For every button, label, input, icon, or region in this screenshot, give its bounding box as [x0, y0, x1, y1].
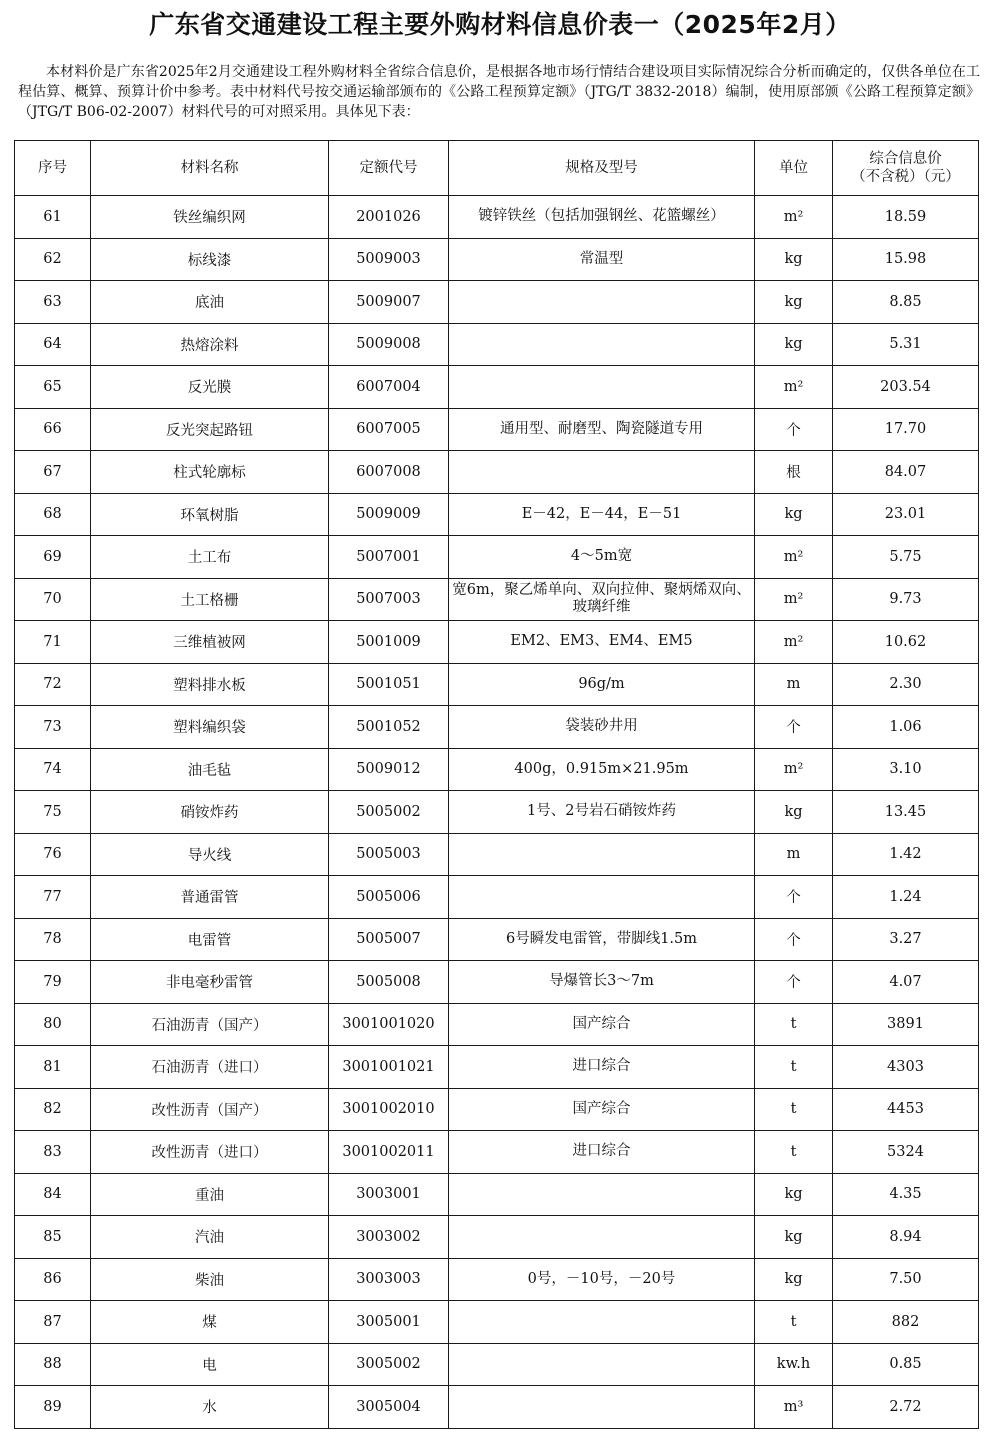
header-price-line1: 综合信息价 [869, 151, 942, 167]
cell-spec [449, 366, 755, 409]
cell-no: 85 [15, 1216, 91, 1259]
cell-unit: m² [755, 366, 833, 409]
cell-name: 底油 [91, 281, 329, 324]
cell-no: 72 [15, 663, 91, 706]
cell-code: 5005008 [329, 961, 449, 1004]
cell-price: 13.45 [833, 791, 979, 834]
cell-price: 5.31 [833, 323, 979, 366]
cell-name: 重油 [91, 1173, 329, 1216]
header-price [833, 141, 979, 196]
cell-price: 23.01 [833, 493, 979, 536]
cell-price: 15.98 [833, 238, 979, 281]
cell-price: 5324 [833, 1131, 979, 1174]
table-row [15, 706, 979, 749]
cell-spec: 常温型 [449, 238, 755, 281]
table-row [15, 876, 979, 919]
cell-code: 6007005 [329, 408, 449, 451]
cell-name: 石油沥青（进口） [91, 1046, 329, 1089]
cell-no: 71 [15, 621, 91, 664]
cell-code: 3003002 [329, 1216, 449, 1259]
cell-name: 非电毫秒雷管 [91, 961, 329, 1004]
cell-unit: 个 [755, 876, 833, 919]
table-row [15, 536, 979, 579]
cell-unit: t [755, 1088, 833, 1131]
cell-unit: t [755, 1003, 833, 1046]
cell-unit: 个 [755, 918, 833, 961]
cell-no: 65 [15, 366, 91, 409]
header-spec: 规格及型号 [449, 141, 755, 196]
cell-code: 5005006 [329, 876, 449, 919]
cell-no: 75 [15, 791, 91, 834]
cell-name: 铁丝编织网 [91, 196, 329, 239]
cell-spec: 镀锌铁丝（包括加强钢丝、花篮螺丝） [449, 196, 755, 239]
cell-name: 改性沥青（国产） [91, 1088, 329, 1131]
cell-name: 土工格栅 [91, 578, 329, 621]
cell-name: 热熔涂料 [91, 323, 329, 366]
cell-unit: m³ [755, 1386, 833, 1429]
cell-price: 2.30 [833, 663, 979, 706]
header-row [15, 141, 979, 196]
page-title: 广东省交通建设工程主要外购材料信息价表一（2025年2月） [149, 10, 851, 39]
cell-no: 63 [15, 281, 91, 324]
cell-price: 882 [833, 1301, 979, 1344]
cell-unit: m² [755, 621, 833, 664]
cell-no: 78 [15, 918, 91, 961]
table-row [15, 961, 979, 1004]
cell-no: 89 [15, 1386, 91, 1429]
cell-name: 标线漆 [91, 238, 329, 281]
cell-spec: 袋装砂井用 [449, 706, 755, 749]
table-row [15, 1173, 979, 1216]
cell-name: 电 [91, 1343, 329, 1386]
cell-code: 5005007 [329, 918, 449, 961]
cell-spec [449, 281, 755, 324]
cell-name: 普通雷管 [91, 876, 329, 919]
cell-no: 86 [15, 1258, 91, 1301]
cell-price: 203.54 [833, 366, 979, 409]
cell-price: 4.35 [833, 1173, 979, 1216]
cell-code: 3001001020 [329, 1003, 449, 1046]
cell-unit: kg [755, 493, 833, 536]
cell-price: 4453 [833, 1088, 979, 1131]
cell-price: 8.85 [833, 281, 979, 324]
table-row [15, 1301, 979, 1344]
header-code: 定额代号 [329, 141, 449, 196]
cell-no: 61 [15, 196, 91, 239]
cell-spec: 进口综合 [449, 1131, 755, 1174]
cell-unit: 个 [755, 961, 833, 1004]
cell-spec [449, 833, 755, 876]
cell-unit: kw.h [755, 1343, 833, 1386]
cell-spec [449, 876, 755, 919]
cell-spec: E－42，E－44，E－51 [449, 493, 755, 536]
cell-code: 6007004 [329, 366, 449, 409]
cell-no: 68 [15, 493, 91, 536]
cell-name: 环氧树脂 [91, 493, 329, 536]
cell-no: 88 [15, 1343, 91, 1386]
cell-spec [449, 1173, 755, 1216]
table-row [15, 366, 979, 409]
cell-no: 73 [15, 706, 91, 749]
table-row [15, 1131, 979, 1174]
cell-no: 77 [15, 876, 91, 919]
cell-name: 石油沥青（国产） [91, 1003, 329, 1046]
cell-price: 3.27 [833, 918, 979, 961]
cell-code: 3001002011 [329, 1131, 449, 1174]
header-name: 材料名称 [91, 141, 329, 196]
cell-code: 5007001 [329, 536, 449, 579]
cell-no: 87 [15, 1301, 91, 1344]
cell-price: 0.85 [833, 1343, 979, 1386]
cell-no: 81 [15, 1046, 91, 1089]
cell-no: 80 [15, 1003, 91, 1046]
cell-no: 66 [15, 408, 91, 451]
cell-price: 10.62 [833, 621, 979, 664]
cell-spec: 国产综合 [449, 1003, 755, 1046]
cell-unit: t [755, 1131, 833, 1174]
table-row [15, 451, 979, 494]
cell-code: 5009007 [329, 281, 449, 324]
cell-code: 5009012 [329, 748, 449, 791]
cell-unit: 个 [755, 408, 833, 451]
header-price-line2: （不含税）（元） [851, 169, 960, 185]
table-row [15, 833, 979, 876]
cell-name: 油毛毡 [91, 748, 329, 791]
cell-no: 64 [15, 323, 91, 366]
intro-paragraph: 本材料价是广东省2025年2月交通建设工程外购材料全省综合信息价，是根据各地市场行情结合建设项目实际情况综合分析而确定的，仅供各单位在工程估算、概算、预算计价中参考。表中材料代号按交通运输部颁布的《公路工程预算定额》（JTG/T 3832-2018）编制，使用原部颁《公路工程预算定额》（JTG/T B06-02-2007）材料代号的可对照采用。具体见下表： [18, 64, 980, 120]
table-row [15, 238, 979, 281]
cell-price: 4303 [833, 1046, 979, 1089]
cell-price: 8.94 [833, 1216, 979, 1259]
cell-unit: t [755, 1046, 833, 1089]
cell-name: 反光突起路钮 [91, 408, 329, 451]
cell-code: 5001051 [329, 663, 449, 706]
cell-spec: 1号、2号岩石硝铵炸药 [449, 791, 755, 834]
cell-unit: 个 [755, 706, 833, 749]
cell-spec: 通用型、耐磨型、陶瓷隧道专用 [449, 408, 755, 451]
cell-code: 5001009 [329, 621, 449, 664]
cell-spec: 400g，0.915m×21.95m [449, 748, 755, 791]
cell-unit: kg [755, 791, 833, 834]
cell-price: 1.06 [833, 706, 979, 749]
table-row [15, 493, 979, 536]
cell-price: 3891 [833, 1003, 979, 1046]
cell-name: 导火线 [91, 833, 329, 876]
cell-spec: 进口综合 [449, 1046, 755, 1089]
cell-code: 3003001 [329, 1173, 449, 1216]
cell-no: 84 [15, 1173, 91, 1216]
cell-name: 水 [91, 1386, 329, 1429]
cell-name: 改性沥青（进口） [91, 1131, 329, 1174]
header-no: 序号 [15, 141, 91, 196]
cell-spec [449, 1216, 755, 1259]
cell-unit: m² [755, 748, 833, 791]
header-unit: 单位 [755, 141, 833, 196]
cell-spec: 6号瞬发电雷管，带脚线1.5m [449, 918, 755, 961]
cell-spec [449, 1343, 755, 1386]
cell-name: 硝铵炸药 [91, 791, 329, 834]
cell-name: 塑料排水板 [91, 663, 329, 706]
cell-spec [449, 451, 755, 494]
cell-code: 3001001021 [329, 1046, 449, 1089]
cell-unit: m² [755, 578, 833, 621]
cell-price: 18.59 [833, 196, 979, 239]
cell-code: 3005004 [329, 1386, 449, 1429]
cell-spec: 国产综合 [449, 1088, 755, 1131]
cell-no: 83 [15, 1131, 91, 1174]
cell-unit: kg [755, 1258, 833, 1301]
table-row [15, 621, 979, 664]
cell-price: 1.24 [833, 876, 979, 919]
cell-code: 5009003 [329, 238, 449, 281]
cell-spec: 96g/m [449, 663, 755, 706]
cell-unit: 根 [755, 451, 833, 494]
cell-unit: kg [755, 323, 833, 366]
table-row [15, 1088, 979, 1131]
cell-no: 79 [15, 961, 91, 1004]
cell-spec [449, 1301, 755, 1344]
cell-spec: 4～5m宽 [449, 536, 755, 579]
cell-price: 7.50 [833, 1258, 979, 1301]
table-row [15, 1003, 979, 1046]
table-row [15, 578, 979, 621]
cell-spec: 0号，－10号，－20号 [449, 1258, 755, 1301]
table-row [15, 1046, 979, 1089]
cell-code: 6007008 [329, 451, 449, 494]
cell-price: 17.70 [833, 408, 979, 451]
cell-unit: m [755, 663, 833, 706]
cell-unit: m [755, 833, 833, 876]
table-row [15, 1386, 979, 1429]
table-body [15, 196, 979, 1429]
cell-name: 反光膜 [91, 366, 329, 409]
cell-spec: 导爆管长3～7m [449, 961, 755, 1004]
cell-no: 74 [15, 748, 91, 791]
table-row [15, 408, 979, 451]
cell-price: 2.72 [833, 1386, 979, 1429]
cell-code: 3003003 [329, 1258, 449, 1301]
cell-code: 5007003 [329, 578, 449, 621]
cell-spec [449, 1386, 755, 1429]
cell-code: 2001026 [329, 196, 449, 239]
table-row [15, 281, 979, 324]
table-row [15, 323, 979, 366]
cell-name: 塑料编织袋 [91, 706, 329, 749]
cell-price: 84.07 [833, 451, 979, 494]
table-row [15, 1258, 979, 1301]
cell-unit: t [755, 1301, 833, 1344]
cell-price: 9.73 [833, 578, 979, 621]
cell-name: 柴油 [91, 1258, 329, 1301]
table-header [15, 141, 979, 196]
cell-no: 67 [15, 451, 91, 494]
cell-unit: kg [755, 281, 833, 324]
cell-price: 5.75 [833, 536, 979, 579]
cell-code: 5005002 [329, 791, 449, 834]
cell-name: 柱式轮廓标 [91, 451, 329, 494]
cell-spec: EM2、EM3、EM4、EM5 [449, 621, 755, 664]
cell-no: 62 [15, 238, 91, 281]
cell-price: 1.42 [833, 833, 979, 876]
cell-spec: 宽6m，聚乙烯单向、双向拉伸、聚炳烯双向、玻璃纤维 [449, 578, 755, 621]
table-row [15, 918, 979, 961]
table-row [15, 1216, 979, 1259]
table-row [15, 791, 979, 834]
cell-code: 5001052 [329, 706, 449, 749]
table-row [15, 196, 979, 239]
cell-no: 82 [15, 1088, 91, 1131]
cell-code: 3005002 [329, 1343, 449, 1386]
cell-code: 5009008 [329, 323, 449, 366]
cell-unit: kg [755, 1173, 833, 1216]
cell-code: 5009009 [329, 493, 449, 536]
material-price-table [14, 140, 979, 1429]
cell-unit: m² [755, 536, 833, 579]
cell-code: 3005001 [329, 1301, 449, 1344]
cell-spec [449, 323, 755, 366]
table-row [15, 748, 979, 791]
cell-name: 煤 [91, 1301, 329, 1344]
cell-no: 76 [15, 833, 91, 876]
cell-price: 3.10 [833, 748, 979, 791]
cell-name: 土工布 [91, 536, 329, 579]
cell-name: 三维植被网 [91, 621, 329, 664]
cell-unit: kg [755, 238, 833, 281]
cell-price: 4.07 [833, 961, 979, 1004]
cell-unit: m² [755, 196, 833, 239]
table-row [15, 663, 979, 706]
cell-code: 3001002010 [329, 1088, 449, 1131]
cell-code: 5005003 [329, 833, 449, 876]
cell-no: 69 [15, 536, 91, 579]
cell-name: 汽油 [91, 1216, 329, 1259]
cell-no: 70 [15, 578, 91, 621]
table-row [15, 1343, 979, 1386]
cell-unit: kg [755, 1216, 833, 1259]
cell-name: 电雷管 [91, 918, 329, 961]
